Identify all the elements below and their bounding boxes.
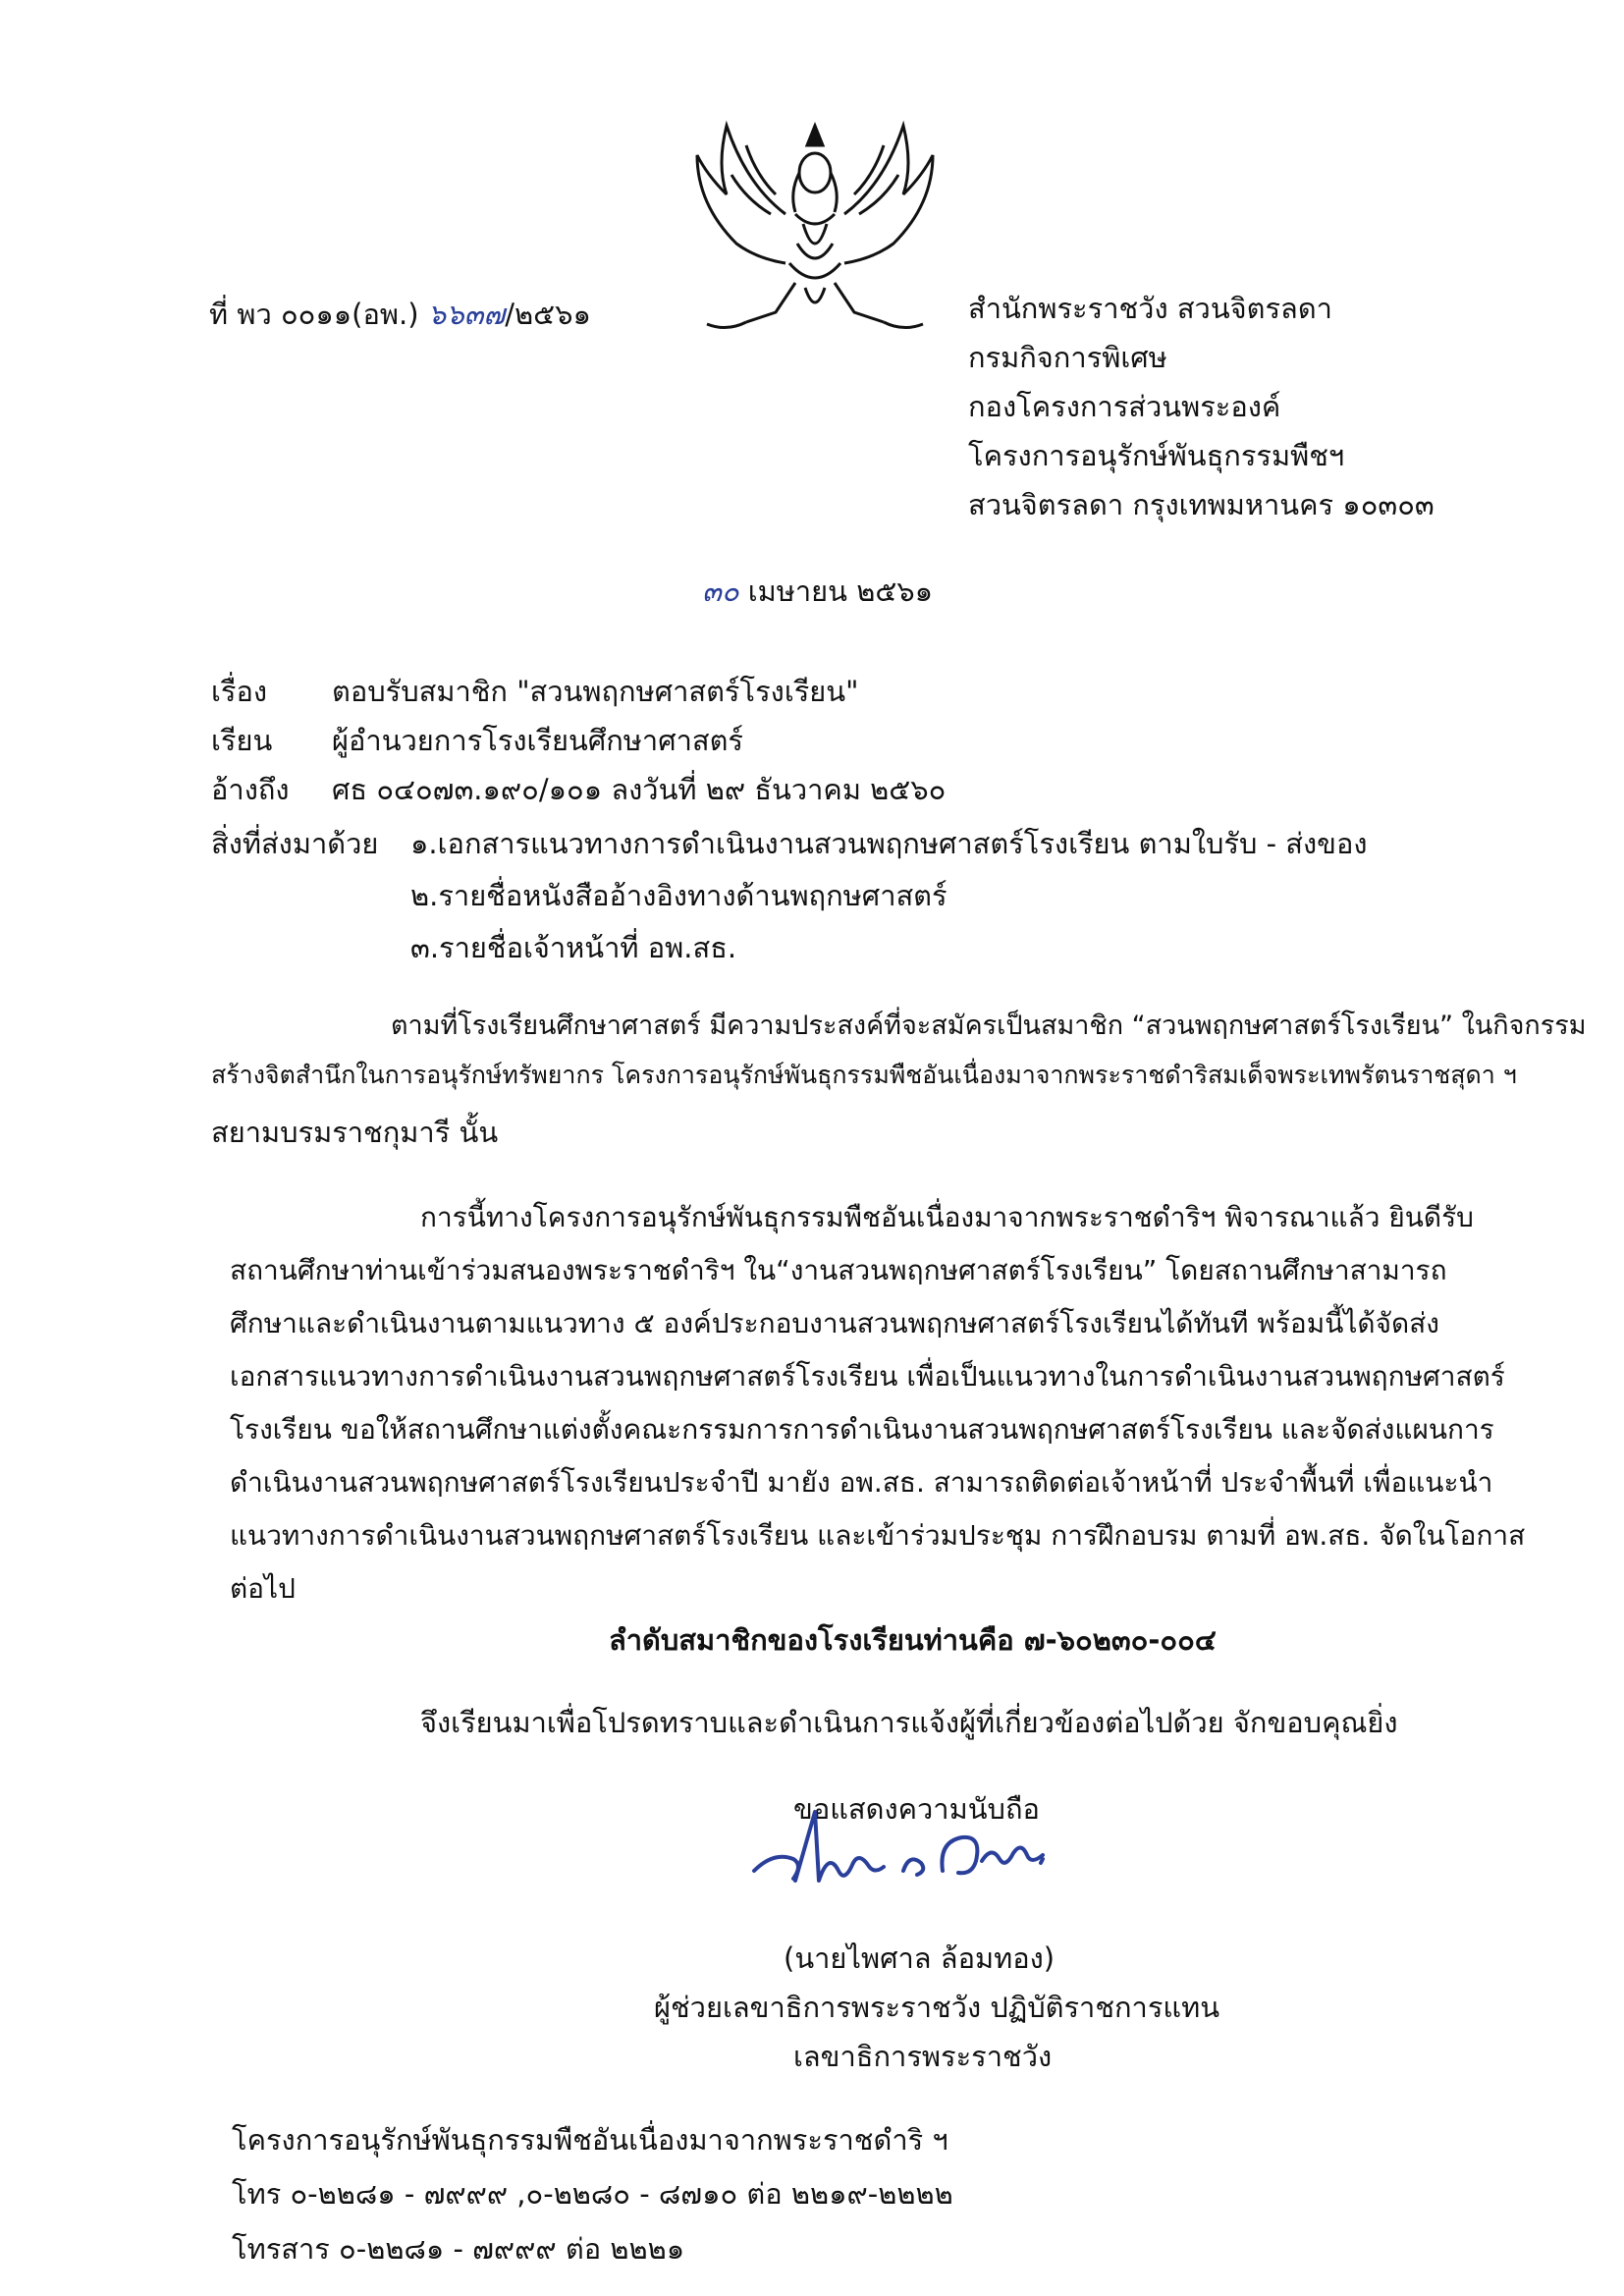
salutation: ขอแสดงความนับถือ xyxy=(793,1792,1040,1826)
paragraph-line: โรงเรียน ขอให้สถานศึกษาแต่งตั้งคณะกรรมการการดำเนินงานสวนพฤกษศาสตร์โรงเรียน และจัดส่งแผนการ xyxy=(230,1413,1494,1446)
garuda-emblem-icon xyxy=(687,116,943,342)
date-month-year: เมษายน ๒๕๖๑ xyxy=(747,574,934,608)
to-label: เรียน xyxy=(211,724,273,757)
address-line: โครงการอนุรักษ์พันธุกรรมพืชฯ xyxy=(968,439,1345,472)
footer-org: โครงการอนุรักษ์พันธุกรรมพืชอันเนื่องมาจากพระราชดำริ ฯ xyxy=(232,2123,948,2157)
paragraph-line: ดำเนินงานสวนพฤกษศาสตร์โรงเรียนประจำปี มายัง อพ.สธ. สามารถติดต่อเจ้าหน้าที่ ประจำพื้นที่ เพื่อแนะนำ xyxy=(230,1466,1493,1499)
closing-request: จึงเรียนมาเพื่อโปรดทราบและดำเนินการแจ้งผู้ที่เกี่ยวข้องต่อไปด้วย จักขอบคุณยิ่ง xyxy=(420,1706,1398,1739)
footer-fax: โทรสาร ๐-๒๒๘๑ - ๗๙๙๙ ต่อ ๒๒๒๑ xyxy=(232,2232,685,2266)
signatory-position: ผู้ช่วยเลขาธิการพระราชวัง ปฏิบัติราชการแทน xyxy=(654,1991,1220,2024)
reference-number xyxy=(209,298,591,331)
subject-label: เรื่อง xyxy=(211,675,268,708)
footer-phone: โทร ๐-๒๒๘๑ - ๗๙๙๙ ,๐-๒๒๘๐ - ๘๗๑๐ ต่อ ๒๒๑๙-๒๒๒๒ xyxy=(232,2177,953,2211)
enclosures-label: สิ่งที่ส่งมาด้วย xyxy=(211,827,379,860)
member-number: ลำดับสมาชิกของโรงเรียนท่านคือ ๗-๖๐๒๓๐-๐๐๔ xyxy=(609,1623,1217,1657)
signature-icon xyxy=(746,1802,1100,1900)
date-day-handwritten: ๓๐ xyxy=(702,574,739,608)
signatory-position: เลขาธิการพระราชวัง xyxy=(793,2040,1053,2073)
address-line: สำนักพระราชวัง สวนจิตรลดา xyxy=(968,292,1332,325)
reference-handwritten: ๖๖๓๗ xyxy=(427,298,506,331)
address-line: กรมกิจการพิเศษ xyxy=(968,341,1167,374)
to-value: ผู้อำนวยการโรงเรียนศึกษาศาสตร์ xyxy=(332,724,743,757)
reference-label: อ้างถึง xyxy=(211,773,290,806)
signatory-name: (นายไพศาล ล้อมทอง) xyxy=(784,1941,1056,1975)
paragraph-line: ศึกษาและดำเนินงานตามแนวทาง ๕ องค์ประกอบงานสวนพฤกษศาสตร์โรงเรียนได้ทันที พร้อมนี้ได้จัดส่ง xyxy=(230,1307,1439,1339)
subject-value: ตอบรับสมาชิก "สวนพฤกษศาสตร์โรงเรียน" xyxy=(332,675,859,708)
letter-date xyxy=(702,574,934,608)
paragraph-line: เอกสารแนวทางการดำเนินงานสวนพฤกษศาสตร์โรงเรียน เพื่อเป็นแนวทางในการดำเนินงานสวนพฤกษศาสตร์ xyxy=(230,1360,1505,1393)
paragraph-line: แนวทางการดำเนินงานสวนพฤกษศาสตร์โรงเรียน และเข้าร่วมประชุม การฝึกอบรม ตามที่ อพ.สธ. จัดในโอกาส xyxy=(230,1519,1526,1552)
paragraph-line: ตามที่โรงเรียนศึกษาศาสตร์ มีความประสงค์ที่จะสมัครเป็นสมาชิก “สวนพฤกษศาสตร์โรงเรียน” ในกิจกรรม xyxy=(391,1011,1587,1041)
enclosure-item: ๑.เอกสารแนวทางการดำเนินงานสวนพฤกษศาสตร์โรงเรียน ตามใบรับ - ส่งของ xyxy=(410,827,1368,860)
reference-prefix: ที่ พว ๐๐๑๑(อพ.) xyxy=(209,298,428,331)
paragraph-line: สร้างจิตสำนึกในการอนุรักษ์ทรัพยากร โครงการอนุรักษ์พันธุกรรมพืชอันเนื่องมาจากพระราชดำริสมเด็จพระเทพรัตนราชสุดา ฯ xyxy=(211,1061,1517,1089)
paragraph-line: สยามบรมราชกุมารี นั้น xyxy=(211,1116,499,1149)
paragraph-line: การนี้ทางโครงการอนุรักษ์พันธุกรรมพืชอันเนื่องมาจากพระราชดำริฯ พิจารณาแล้ว ยินดีรับ xyxy=(420,1201,1474,1233)
enclosure-item: ๒.รายชื่อหนังสืออ้างอิงทางด้านพฤกษศาสตร์ xyxy=(410,879,947,912)
paragraph-line: ต่อไป xyxy=(230,1572,296,1605)
paragraph-line: สถานศึกษาท่านเข้าร่วมสนองพระราชดำริฯ ใน“งานสวนพฤกษศาสตร์โรงเรียน” โดยสถานศึกษาสามารถ xyxy=(230,1254,1447,1286)
reference-suffix: /๒๕๖๑ xyxy=(505,298,591,331)
reference-value: ศธ ๐๔๐๗๓.๑๙๐/๑๐๑ ลงวันที่ ๒๙ ธันวาคม ๒๕๖๐ xyxy=(332,773,947,806)
address-line: กองโครงการส่วนพระองค์ xyxy=(968,390,1281,423)
address-line: สวนจิตรลดา กรุงเทพมหานคร ๑๐๓๐๓ xyxy=(968,488,1435,521)
enclosure-item: ๓.รายชื่อเจ้าหน้าที่ อพ.สธ. xyxy=(410,931,737,964)
